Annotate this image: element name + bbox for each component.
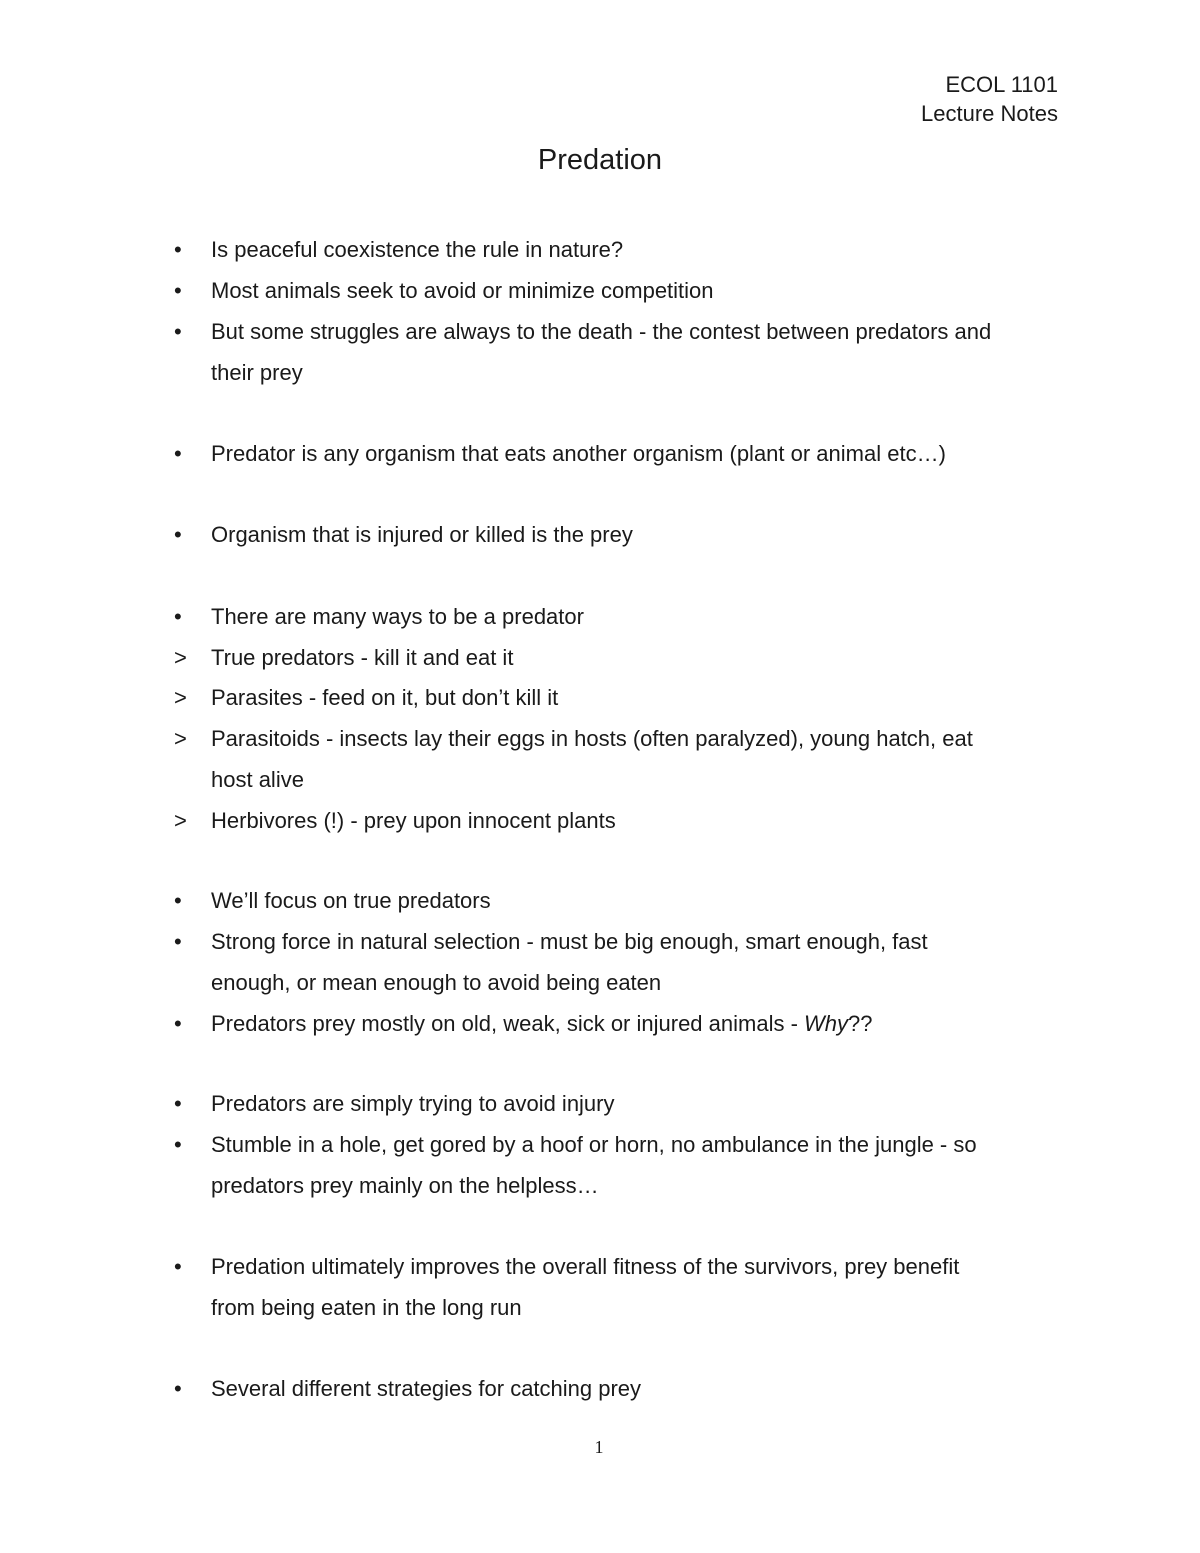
page-number: 1 bbox=[594, 1437, 604, 1457]
bullet-marker: • bbox=[174, 1091, 182, 1116]
emphasis-text: Why bbox=[804, 1011, 849, 1036]
item-line: Parasites - feed on it, but don’t kill it bbox=[211, 685, 559, 710]
item-line: their prey bbox=[211, 360, 303, 385]
item-text bbox=[211, 921, 1061, 1003]
bullet-marker: • bbox=[174, 237, 182, 262]
item-line-text: Predators prey mostly on old, weak, sick or injured animals - bbox=[211, 1011, 805, 1036]
item-text bbox=[211, 637, 1061, 678]
item-text bbox=[211, 880, 1061, 921]
item-line: Several different strategies for catching prey bbox=[211, 1376, 642, 1401]
item-text bbox=[211, 1246, 1061, 1328]
item-line: host alive bbox=[211, 767, 304, 792]
item-text bbox=[211, 1083, 1061, 1124]
item-line: Predator is any organism that eats another organism (plant or animal etc…) bbox=[211, 441, 946, 466]
bullet-marker: • bbox=[174, 278, 182, 303]
item-line: Strong force in natural selection - must be big enough, smart enough, fast bbox=[211, 929, 928, 954]
arrow-marker: > bbox=[174, 808, 187, 833]
bullet-marker: • bbox=[174, 1132, 182, 1157]
item-text bbox=[211, 677, 1061, 718]
course-code: ECOL 1101 bbox=[945, 72, 1058, 97]
bullet-marker: • bbox=[174, 929, 182, 954]
arrow-marker: > bbox=[174, 685, 187, 710]
page-title: Predation bbox=[537, 144, 663, 176]
item-line: We’ll focus on true predators bbox=[211, 888, 491, 913]
item-line: Most animals seek to avoid or minimize competition bbox=[211, 278, 714, 303]
item-text bbox=[211, 1124, 1061, 1206]
item-text bbox=[211, 596, 1061, 637]
item-line: Predation ultimately improves the overall fitness of the survivors, prey benefit bbox=[211, 1254, 960, 1279]
item-line: Parasitoids - insects lay their eggs in hosts (often paralyzed), young hatch, eat bbox=[211, 726, 973, 751]
item-line: Stumble in a hole, get gored by a hoof or horn, no ambulance in the jungle - so bbox=[211, 1132, 977, 1157]
item-line: There are many ways to be a predator bbox=[211, 604, 584, 629]
item-text bbox=[211, 800, 1061, 841]
item-text bbox=[211, 311, 1061, 393]
bullet-marker: • bbox=[174, 319, 182, 344]
header-subtitle: Lecture Notes bbox=[921, 101, 1058, 126]
item-text bbox=[211, 718, 1061, 800]
item-line bbox=[211, 1003, 1061, 1044]
bullet-marker: • bbox=[174, 888, 182, 913]
bullet-marker: • bbox=[174, 1254, 182, 1279]
arrow-marker: > bbox=[174, 645, 187, 670]
bullet-marker: • bbox=[174, 441, 182, 466]
item-text bbox=[211, 433, 1061, 474]
item-text bbox=[211, 270, 1061, 311]
arrow-marker: > bbox=[174, 726, 187, 751]
item-text bbox=[211, 514, 1061, 555]
item-line: True predators - kill it and eat it bbox=[211, 645, 514, 670]
item-line: from being eaten in the long run bbox=[211, 1295, 522, 1320]
item-line: Is peaceful coexistence the rule in nature? bbox=[211, 237, 624, 262]
item-line-suffix: ?? bbox=[848, 1011, 873, 1036]
bullet-marker: • bbox=[174, 604, 182, 629]
document-header bbox=[921, 70, 1058, 128]
item-line: enough, or mean enough to avoid being eaten bbox=[211, 970, 662, 995]
item-line: But some struggles are always to the death - the contest between predators and bbox=[211, 319, 992, 344]
item-text bbox=[211, 1003, 1061, 1044]
item-line: Herbivores (!) - prey upon innocent plants bbox=[211, 808, 616, 833]
item-text bbox=[211, 1368, 1061, 1409]
bullet-marker: • bbox=[174, 1376, 182, 1401]
item-line: Organism that is injured or killed is the prey bbox=[211, 522, 633, 547]
bullet-marker: • bbox=[174, 1011, 182, 1036]
item-text bbox=[211, 229, 1061, 270]
item-line: predators prey mainly on the helpless… bbox=[211, 1173, 599, 1198]
bullet-marker: • bbox=[174, 522, 182, 547]
item-line: Predators are simply trying to avoid injury bbox=[211, 1091, 615, 1116]
